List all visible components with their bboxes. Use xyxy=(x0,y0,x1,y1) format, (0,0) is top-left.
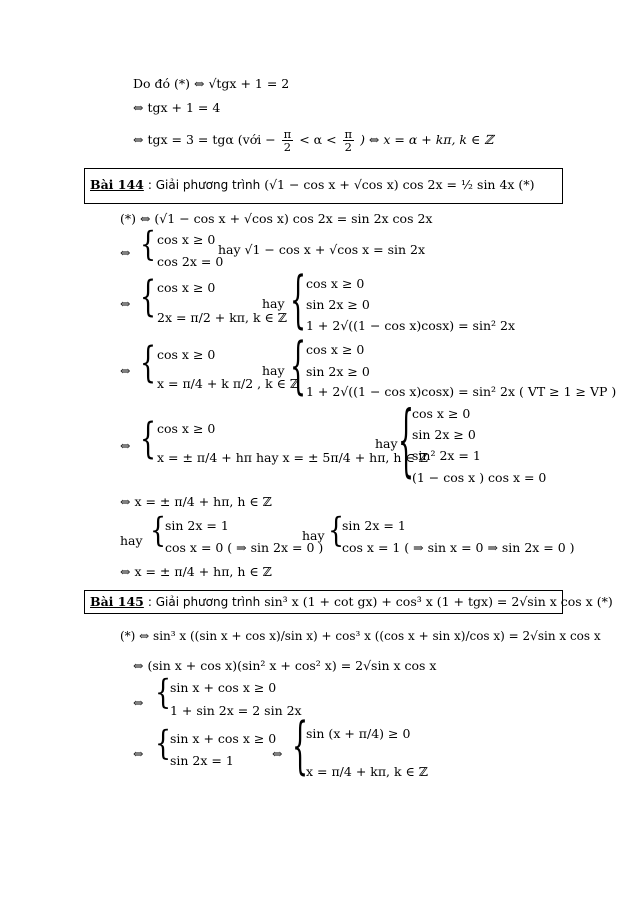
b145-sys4-a: sin x + cos x ≥ 0 xyxy=(170,731,277,746)
exercise-145-header: Bài 145 : Giải phương trình sin³ x (1 + cot gx) + cos³ x (1 + tgx) = 2√sin x cos x (*) xyxy=(90,594,613,609)
b144-sys5-b: sin 2x ≥ 0 xyxy=(306,364,370,379)
b144-sys4-a: cos x ≥ 0 xyxy=(157,347,216,362)
b144-sys6-a: cos x ≥ 0 xyxy=(157,421,216,436)
b144-brace-2: { xyxy=(140,271,157,321)
b144-hay-4: hay xyxy=(375,436,398,451)
b144-equiv-3: ⇔ xyxy=(120,363,131,378)
b145-sys5-a: sin (x + π/4) ≥ 0 xyxy=(306,726,411,741)
b144-brace-3: { xyxy=(290,263,307,336)
b144-sys3-c: 1 + 2√((1 − cos x)cosx) = sin² 2x xyxy=(306,318,515,333)
b145-equiv-4: ⇔ xyxy=(133,746,144,761)
b144-brace-6: { xyxy=(140,413,157,463)
exercise-144-header: Bài 144 : Giải phương trình (√1 − cos x + √cos x) cos 2x = ½ sin 4x (*) xyxy=(90,177,535,192)
b144-brace-4: { xyxy=(140,337,157,387)
b144-sys10-a: sin 2x = 1 xyxy=(342,518,406,533)
b144-sys7-d: (1 − cos x ) cos x = 0 xyxy=(412,470,547,485)
b144-brace-10: { xyxy=(328,510,345,550)
b144-sys4-b: x = π/4 + k π/2 , k ∈ ℤ xyxy=(157,376,300,391)
b144-line-1: (*) ⇔ (√1 − cos x + √cos x) cos 2x = sin 2x cos 2x xyxy=(120,211,433,226)
b144-brace-7: { xyxy=(398,393,415,486)
b144-sys3-b: sin 2x ≥ 0 xyxy=(306,297,370,312)
b144-sys9-a: sin 2x = 1 xyxy=(165,518,229,533)
b144-equiv-2: ⇔ xyxy=(120,296,131,311)
b144-sys9-b: cos x = 0 ( ⇒ sin 2x = 0 ) xyxy=(165,540,324,555)
intro-line-3: ⇔ tgx = 3 = tgα (với − $\frac{\pi}{2}$ < α < $\frac{\pi}{2}$ ) ⇔ x = α + kπ, k ∈ ℤ xyxy=(133,127,494,155)
b145-sys4-b: sin 2x = 1 xyxy=(170,753,234,768)
b144-hay-1: hay √1 − cos x + √cos x = sin 2x xyxy=(218,242,426,257)
intro-line-2: ⇔ tgx + 1 = 4 xyxy=(133,100,221,115)
b144-equiv-4: ⇔ xyxy=(120,438,131,453)
b144-hay-3: hay xyxy=(262,363,285,378)
b144-brace-5: { xyxy=(290,329,307,402)
b144-sys6-b: x = ± π/4 + hπ hay x = ± 5π/4 + hπ, h ∈ ℤ xyxy=(157,450,428,465)
b144-hay-6: hay xyxy=(302,528,325,543)
b144-sys1-b: cos 2x = 0 xyxy=(157,254,224,269)
b144-line-8: ⇔ x = ± π/4 + hπ, h ∈ ℤ xyxy=(120,494,272,509)
b144-line-11: ⇔ x = ± π/4 + hπ, h ∈ ℤ xyxy=(120,564,272,579)
b144-hay-2: hay xyxy=(262,296,285,311)
b145-line-1: (*) ⇔ sin³ x ((sin x + cos x)/sin x) + cos³ x ((cos x + sin x)/cos x) = 2√sin x cos x xyxy=(120,629,601,643)
b145-sys5-b: x = π/4 + kπ, k ∈ ℤ xyxy=(306,764,428,779)
b145-brace-4: { xyxy=(155,723,172,763)
b144-sys3-a: cos x ≥ 0 xyxy=(306,276,365,291)
b144-sys2-b: 2x = π/2 + kπ, k ∈ ℤ xyxy=(157,310,287,325)
b145-brace-5: { xyxy=(292,709,309,782)
b144-hay-5: hay xyxy=(120,533,143,548)
b144-sys7-b: sin 2x ≥ 0 xyxy=(412,427,476,442)
b144-brace-1: { xyxy=(140,224,157,264)
b144-sys1-a: cos x ≥ 0 xyxy=(157,232,216,247)
b145-line-2: ⇔ (sin x + cos x)(sin² x + cos² x) = 2√sin x cos x xyxy=(133,658,437,673)
b144-sys2-a: cos x ≥ 0 xyxy=(157,280,216,295)
b145-equiv-5: ⇔ xyxy=(272,746,283,761)
b144-sys10-b: cos x = 1 ( ⇒ sin x = 0 ⇒ sin 2x = 0 ) xyxy=(342,540,575,555)
b144-sys5-c: 1 + 2√((1 − cos x)cosx) = sin² 2x ( VT ≥ 1 ≥ VP ) xyxy=(306,384,617,399)
b144-sys7-a: cos x ≥ 0 xyxy=(412,406,471,421)
b144-sys7-c: sin² 2x = 1 xyxy=(412,448,481,463)
b145-brace-3: { xyxy=(155,672,172,712)
b144-sys5-a: cos x ≥ 0 xyxy=(306,342,365,357)
b145-sys3-a: sin x + cos x ≥ 0 xyxy=(170,680,277,695)
b145-sys3-b: 1 + sin 2x = 2 sin 2x xyxy=(170,703,302,718)
b145-equiv-3: ⇔ xyxy=(133,695,144,710)
b144-equiv-1: ⇔ xyxy=(120,245,131,260)
b144-brace-9: { xyxy=(150,510,167,550)
intro-line-1: Do đó (*) ⇔ √tgx + 1 = 2 xyxy=(133,76,290,91)
